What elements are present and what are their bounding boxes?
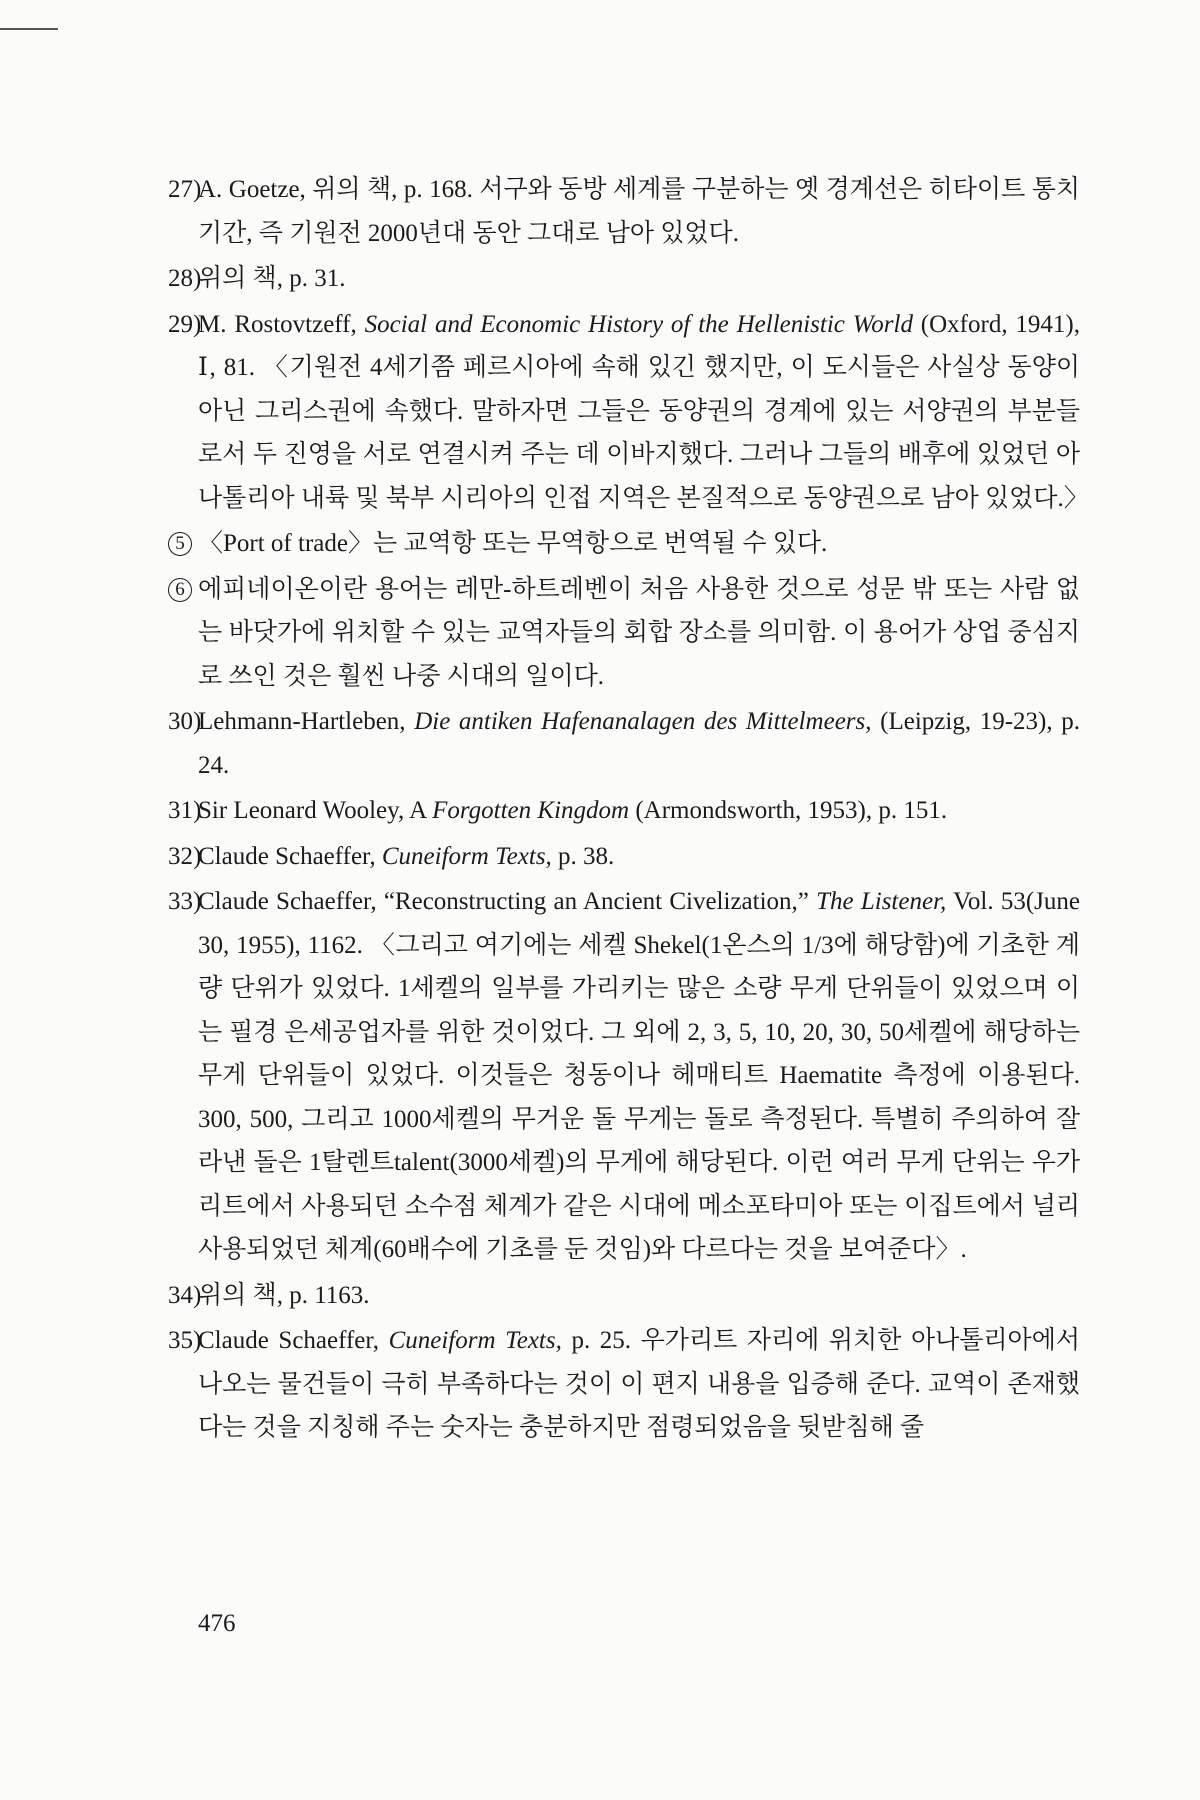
translator-note-5 xyxy=(168,522,1080,566)
footnote-author: Claude Schaeffer, xyxy=(198,1327,389,1354)
footnote-text: 위의 책, p. 1163. xyxy=(198,1281,370,1309)
footnote-number: 29) xyxy=(168,310,202,338)
footnote-book-title: Forgotten Kingdom xyxy=(432,797,630,824)
footnote-text: (Oxford, 1941), Ⅰ, 81. 〈기원전 4세기쯤 페르시아에 속해 있긴 했지만, 이 도시들은 사실상 동양이 아닌 그리스권에 속했다. 말하자면 그들은 동양권의 경계에 있는 서양권의 부분들로서 두 진영을 서로 연결시켜 주는 데 이바지했다. 그러나 그들의 배후에 있었던 아나톨리아 내륙 및 북부 시리아의 인접 지역은 본질적으로 동양권으로 남아 있었다.〉 xyxy=(198,310,1089,512)
circled-number: 6 xyxy=(168,578,192,602)
footnote-author: Claude Schaeffer, xyxy=(198,842,382,870)
footnote-number: 27) xyxy=(168,176,202,203)
footnote-number: 31) xyxy=(168,797,202,824)
footnote-33 xyxy=(168,880,1080,1272)
footnote-number: 34) xyxy=(168,1281,202,1309)
footnote-35 xyxy=(168,1319,1080,1450)
circled-number: 5 xyxy=(168,532,192,556)
footnote-32 xyxy=(168,835,1080,879)
footnote-text: (Armondsworth, 1953), p. 151. xyxy=(629,797,948,824)
footnote-text: Vol. 53(June 30, 1955), 1162. 〈그리고 여기에는 세켈 Shekel(1온스의 1/3에 해당함)에 기초한 계량 단위가 있었다. 1세켈의 일부를 가리키는 많은 소량 무게 단위들이 있었으며 이는 필경 은세공업자를 위한 것이었다. 그 외에 2, 3, 5, 10, 20, 30, 50세켈에 해당하는 무게 단위들이 있었다. 이것들은 청동이나 헤매티트 Haematite 측정에 이용된다. 300, 500, 그리고 1000세켈의 무거운 돌 무게는 돌로 측정된다. 특별히 주의하여 잘라낸 돌은 1탈렌트talent(3000세켈)의 무게에 해당된다. 이런 여러 무게 단위는 우가리트에서 사용되던 소수점 체계가 같은 시대에 메소포타미아 또는 이집트에서 널리 사용되었던 체계(60배수에 기초를 둔 것임)와 다르다는 것을 보여준다〉. xyxy=(198,888,1080,1263)
footnote-author: M. Rostovtzeff, xyxy=(198,310,365,338)
footnote-text: p. 38. xyxy=(551,842,615,870)
footnote-author: Sir Leonard Wooley, A xyxy=(198,797,433,824)
footnote-author: Claude Schaeffer, “Reconstructing an Ancient Civelization,” xyxy=(198,888,817,915)
footnote-book-title: Cuneiform Texts, xyxy=(381,842,552,870)
footnote-text: 에피네이온이란 용어는 레만-하트레벤이 처음 사용한 것으로 성문 밖 또는 사람 없는 바닷가에 위치할 수 있는 교역자들의 회합 장소를 의미함. 이 용어가 상업 중심지로 쓰인 것은 훨씬 나중 시대의 일이다. xyxy=(198,575,1080,690)
footnote-journal-title: The Listener, xyxy=(816,888,947,915)
footnote-31 xyxy=(168,789,1080,833)
page-number: 476 xyxy=(198,1610,236,1637)
footnote-number: 35) xyxy=(168,1327,202,1354)
footnote-27 xyxy=(168,168,1080,255)
footnote-34 xyxy=(168,1274,1080,1318)
footnote-30 xyxy=(168,700,1080,787)
footnote-text: A. Goetze, 위의 책, p. 168. 서구와 동방 세계를 구분하는 옛 경계선은 히타이트 통치 기간, 즉 기원전 2000년대 동안 그대로 남아 있었다. xyxy=(198,176,1080,247)
footnote-text: p. 25. 우가리트 자리에 위치한 아나톨리아에서 나오는 물건들이 극히 부족하다는 것이 이 편지 내용을 입증해 준다. 교역이 존재했다는 것을 지칭해 주는 숫자는 충분하지만 점령되었음을 뒷받침해 줄 xyxy=(198,1327,1081,1441)
footnote-29 xyxy=(168,303,1089,521)
footnote-28 xyxy=(168,257,1080,301)
footnote-number: 32) xyxy=(168,842,202,870)
translator-note-6 xyxy=(168,568,1080,699)
footnote-number: 33) xyxy=(168,888,202,915)
footnote-number: 28) xyxy=(168,265,202,292)
footnote-text: 위의 책, p. 31. xyxy=(198,265,346,292)
footnote-number: 30) xyxy=(168,708,202,735)
scan-edge-mark xyxy=(0,28,58,30)
footnote-author: Lehmann-Hartleben, xyxy=(198,708,415,735)
footnote-book-title: Cuneiform Texts, xyxy=(388,1327,562,1354)
footnote-text: 〈Port of trade〉는 교역항 또는 무역항으로 번역될 수 있다. xyxy=(198,530,828,557)
footnote-book-title: Social and Economic History of the Hellenistic World xyxy=(364,310,913,338)
footnote-text: (Leipzig, 19-23), p. 24. xyxy=(198,708,1080,779)
footnotes-list xyxy=(168,168,1089,1452)
footnote-book-title: Die antiken Hafenanalagen des Mittelmeers, xyxy=(414,708,872,735)
